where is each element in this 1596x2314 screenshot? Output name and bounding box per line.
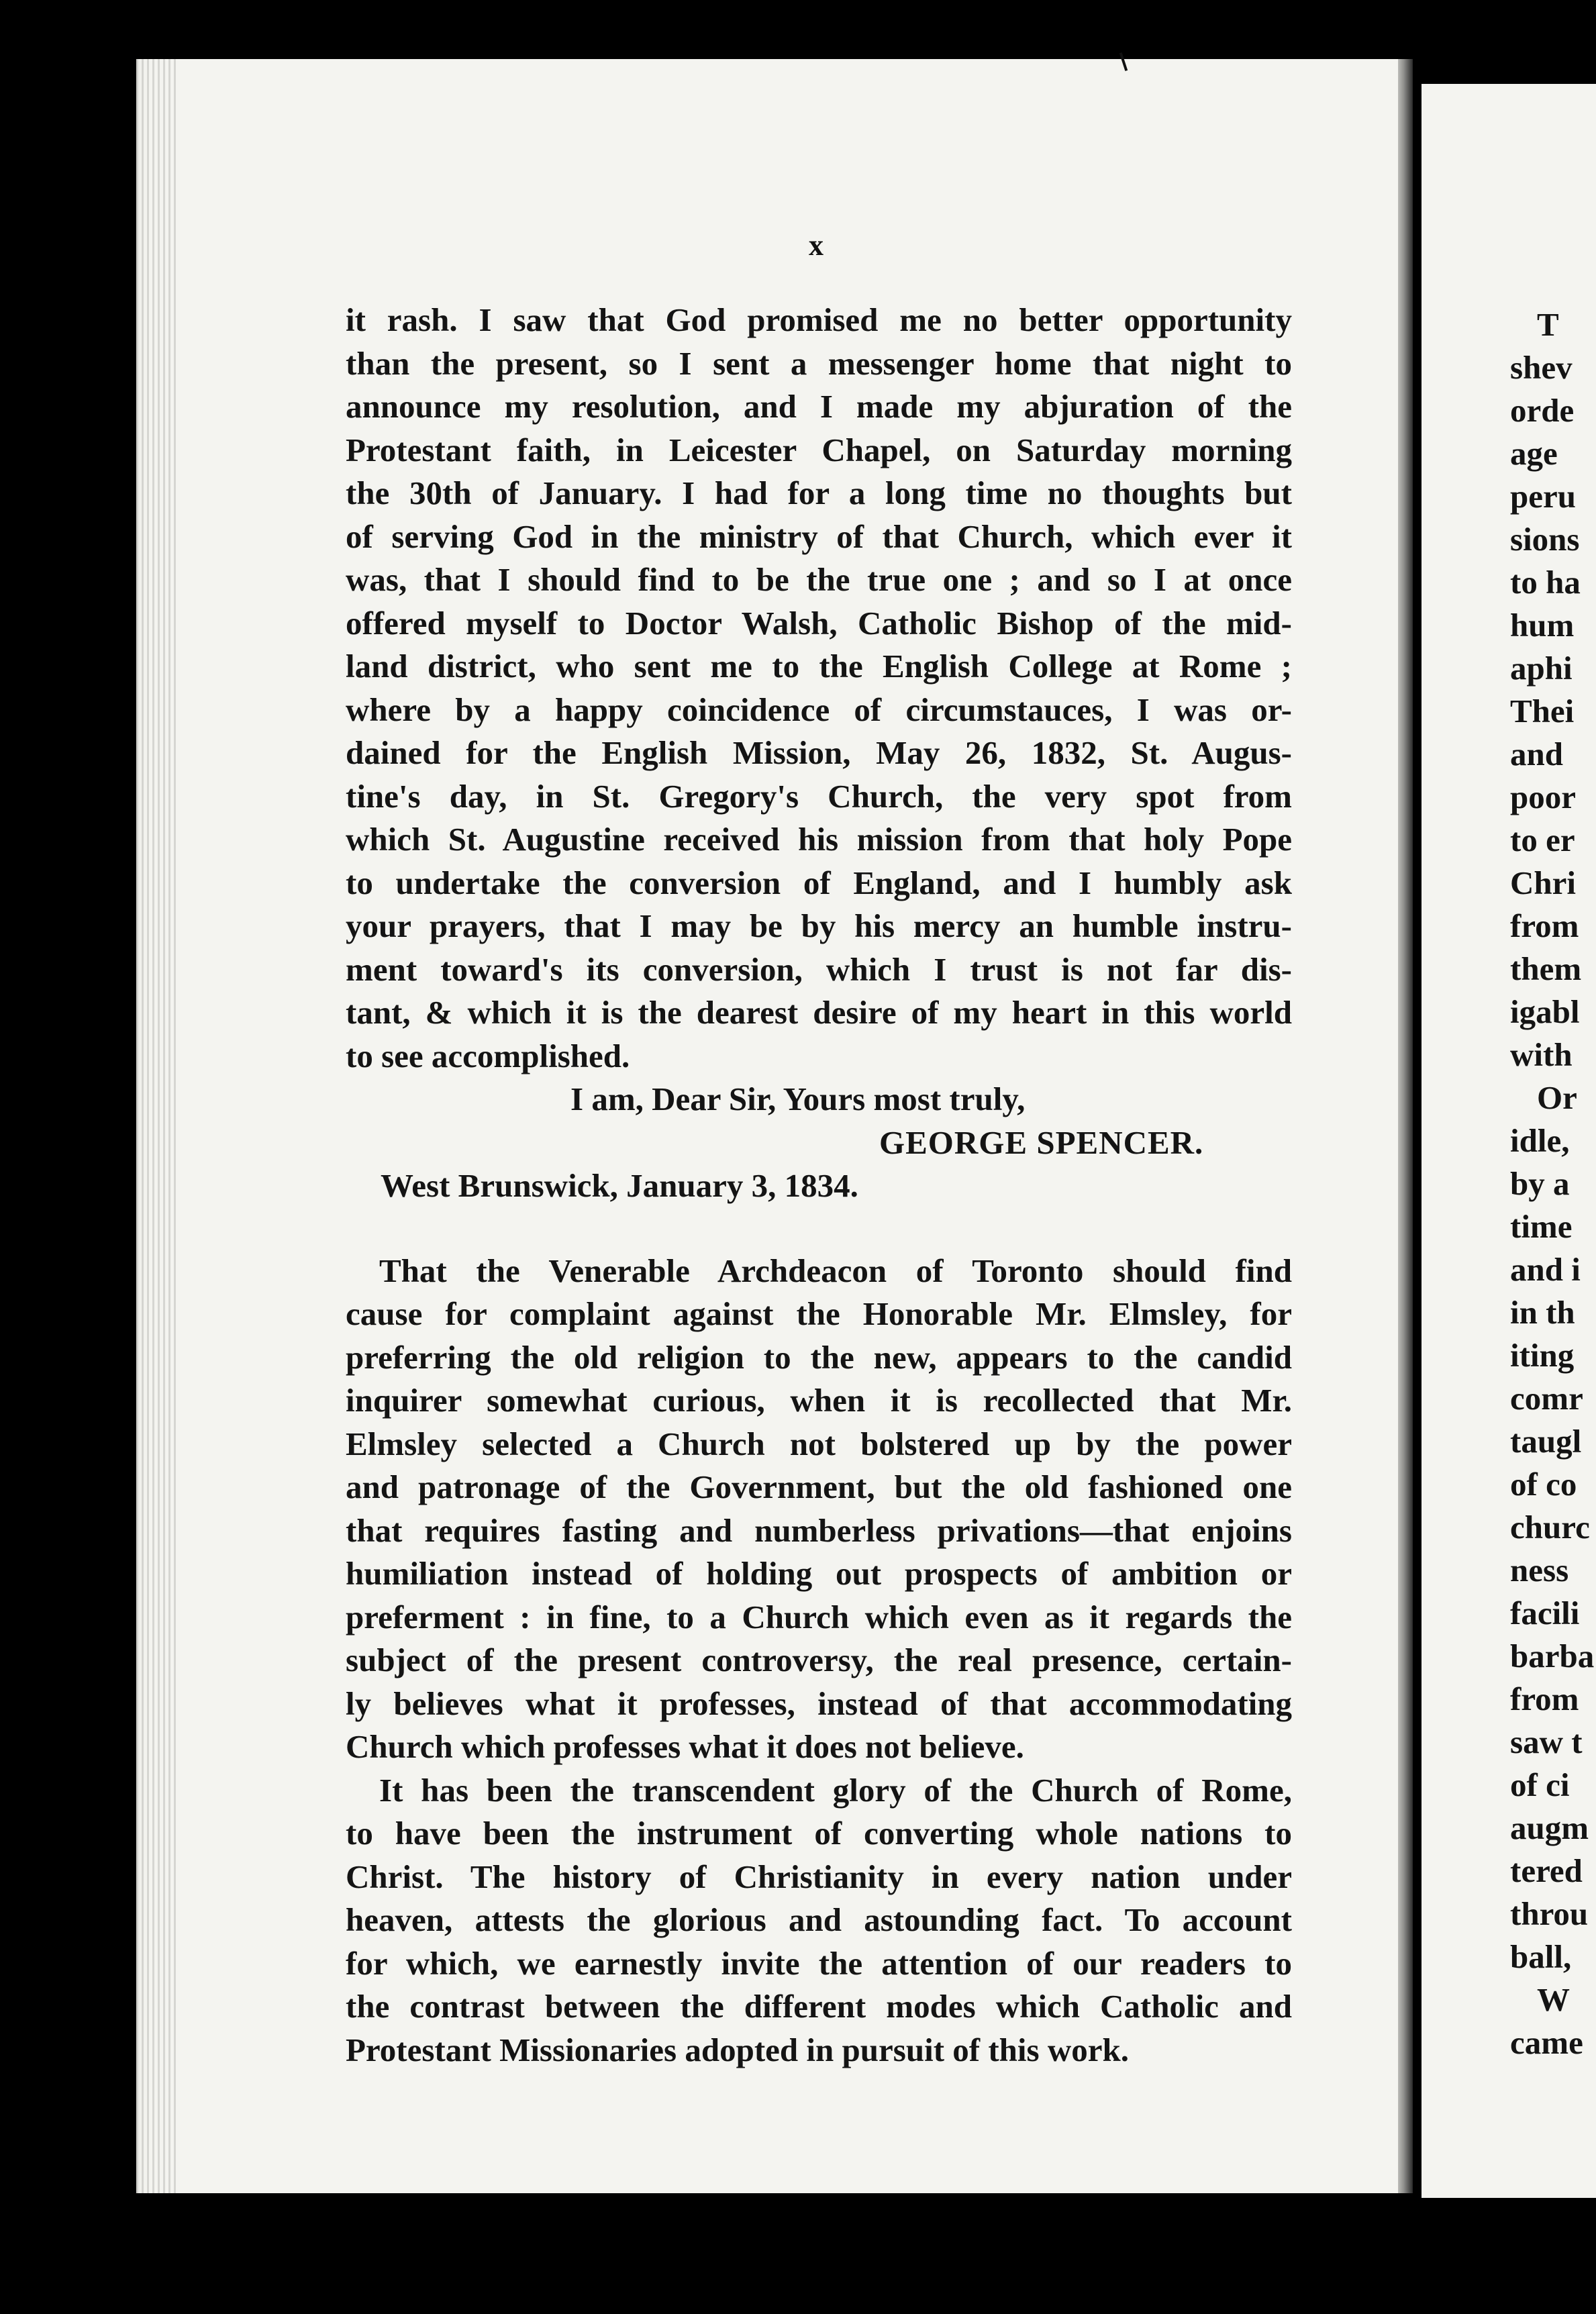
right-page-line-fragment: came	[1510, 2024, 1583, 2061]
text-line: subject of the present controversy, the real presence, certain-	[346, 1642, 1292, 1678]
right-page-line-fragment: Or	[1537, 1079, 1577, 1116]
text-line: to undertake the conversion of England, and I humbly ask	[346, 864, 1292, 901]
right-page-line-fragment: Chri	[1510, 864, 1576, 901]
right-page-line-fragment: of co	[1510, 1466, 1577, 1503]
right-page-line-fragment: poor	[1510, 778, 1576, 815]
text-line: ment toward's its conversion, which I trust is not far dis-	[346, 950, 1292, 988]
paragraph-letter-ending	[346, 299, 1292, 1078]
right-page-line-fragment: comr	[1510, 1380, 1583, 1417]
right-page-line-fragment: T	[1537, 306, 1559, 343]
right-page-line-fragment: with	[1510, 1036, 1573, 1073]
text-line: announce my resolution, and I made my abjuration of the	[346, 388, 1292, 425]
text-line: tine's day, in St. Gregory's Church, the very spot from	[346, 777, 1292, 815]
right-page-line-fragment: augm	[1510, 1809, 1589, 1846]
paragraph-gap	[346, 1208, 1292, 1250]
text-line: Church which professes what it does not believe.	[346, 1728, 1024, 1765]
text-line: for which, we earnestly invite the attention of our readers to	[346, 1944, 1292, 1982]
right-page-line-fragment: peru	[1510, 478, 1576, 515]
right-page-line-fragment: iting	[1510, 1337, 1575, 1374]
right-page-line-fragment: and	[1510, 736, 1564, 772]
right-page-line-fragment: by a	[1510, 1165, 1570, 1202]
right-page-line-fragment: facili	[1510, 1595, 1580, 1631]
page-edge-shadow	[1398, 59, 1413, 2193]
right-page-line-fragment: hum	[1510, 607, 1575, 644]
text-line: to see accomplished.	[346, 1037, 630, 1074]
right-page-line-fragment: ball,	[1510, 1938, 1572, 1975]
text-line: offered myself to Doctor Walsh, Catholic Bishop of the mid-	[346, 604, 1292, 642]
right-page-line-fragment: to er	[1510, 821, 1575, 858]
text-line: land district, who sent me to the English College at Rome ;	[346, 648, 1292, 685]
right-page-line-fragment: from	[1510, 907, 1579, 944]
text-line: That the Venerable Archdeacon of Toronto should find	[379, 1252, 1292, 1289]
text-line: than the present, so I sent a messenger home that night to	[346, 344, 1292, 382]
text-line: Elmsley selected a Church not bolstered up by the power	[346, 1425, 1292, 1462]
page-number: x	[809, 229, 824, 262]
text-line: tant, & which it is the dearest desire of my heart in this world	[346, 994, 1292, 1031]
right-page-line-fragment: of ci	[1510, 1766, 1570, 1803]
text-line: which St. Augustine received his mission from that holy Pope	[346, 821, 1292, 858]
right-page-line-fragment: Thei	[1510, 693, 1575, 730]
right-page-line-fragment: to ha	[1510, 564, 1581, 601]
text-line: preferring the old religion to the new, appears to the candid	[346, 1338, 1292, 1376]
letter-signature: GEORGE SPENCER.	[879, 1123, 1204, 1161]
body-text	[346, 299, 1292, 2072]
right-page-line-fragment: churc	[1510, 1509, 1590, 1546]
text-line: was, that I should find to be the true one ; and so I at once	[346, 561, 1292, 598]
right-page-line-fragment: idle,	[1510, 1122, 1570, 1159]
text-line: It has been the transcendent glory of the Church of Rome,	[379, 1771, 1292, 1809]
right-page-line-fragment: aphi	[1510, 650, 1573, 687]
right-page-line-fragment: them	[1510, 950, 1582, 987]
right-page-line-fragment: saw t	[1510, 1723, 1583, 1760]
right-page-line-fragment: igabl	[1510, 993, 1580, 1030]
right-page-line-fragment: sions	[1510, 521, 1580, 558]
right-page-line-fragment: ness	[1510, 1552, 1569, 1589]
right-page-line-fragment: in th	[1510, 1294, 1575, 1331]
text-line: inquirer somewhat curious, when it is recollected that Mr.	[346, 1382, 1292, 1419]
text-line: humiliation instead of holding out prospects of ambition or	[346, 1555, 1292, 1592]
text-line: Protestant faith, in Leicester Chapel, on Saturday morning	[346, 431, 1292, 468]
right-page-line-fragment: throu	[1510, 1895, 1589, 1932]
text-line: dained for the English Mission, May 26, 1832, St. Augus-	[346, 734, 1292, 771]
right-page-line-fragment: shev	[1510, 349, 1573, 386]
right-page-line-fragment: orde	[1510, 392, 1575, 429]
right-page-text	[1510, 303, 1594, 2064]
letter-closing: I am, Dear Sir, Yours most truly,	[570, 1080, 1026, 1117]
text-line: ly believes what it professes, instead of that accommodating	[346, 1684, 1292, 1722]
text-line: to have been the instrument of converting whole nations to	[346, 1815, 1292, 1852]
right-page-line-fragment: tered	[1510, 1852, 1583, 1889]
text-line: your prayers, that I may be by his mercy an humble instru-	[346, 907, 1292, 944]
text-line: Christ. The history of Christianity in every nation under	[346, 1858, 1292, 1895]
letter-dateline: West Brunswick, January 3, 1834.	[381, 1167, 858, 1204]
right-page-line-fragment: barba	[1510, 1638, 1595, 1674]
right-page-line-fragment: W	[1537, 1981, 1570, 2018]
paragraph-missions	[346, 1769, 1292, 2072]
text-line: heaven, attests the glorious and astounding fact. To account	[346, 1901, 1292, 1938]
text-line: preferment : in fine, to a Church which even as it regards the	[346, 1598, 1292, 1636]
page-gutter	[136, 59, 177, 2193]
text-line: and patronage of the Government, but the old fashioned one	[346, 1468, 1292, 1505]
right-page-line-fragment: time	[1510, 1208, 1573, 1245]
text-line: where by a happy coincidence of circumstauces, I was or-	[346, 691, 1292, 728]
right-page-line-fragment: age	[1510, 435, 1558, 472]
right-page-line-fragment: and i	[1510, 1251, 1581, 1288]
text-line: Protestant Missionaries adopted in pursuit of this work.	[346, 2031, 1130, 2068]
text-line: the 30th of January. I had for a long time no thoughts but	[346, 474, 1292, 511]
text-line: cause for complaint against the Honorable Mr. Elmsley, for	[346, 1295, 1292, 1332]
text-line: it rash. I saw that God promised me no better opportunity	[346, 301, 1292, 338]
paragraph-archdeacon	[346, 1250, 1292, 1769]
text-line: of serving God in the ministry of that Church, which ever it	[346, 517, 1292, 555]
text-line: the contrast between the different modes which Catholic and	[346, 1988, 1292, 2025]
text-line: that requires fasting and numberless privations—that enjoins	[346, 1511, 1292, 1549]
right-page-line-fragment: from	[1510, 1680, 1579, 1717]
right-page-line-fragment: taugl	[1510, 1423, 1582, 1460]
